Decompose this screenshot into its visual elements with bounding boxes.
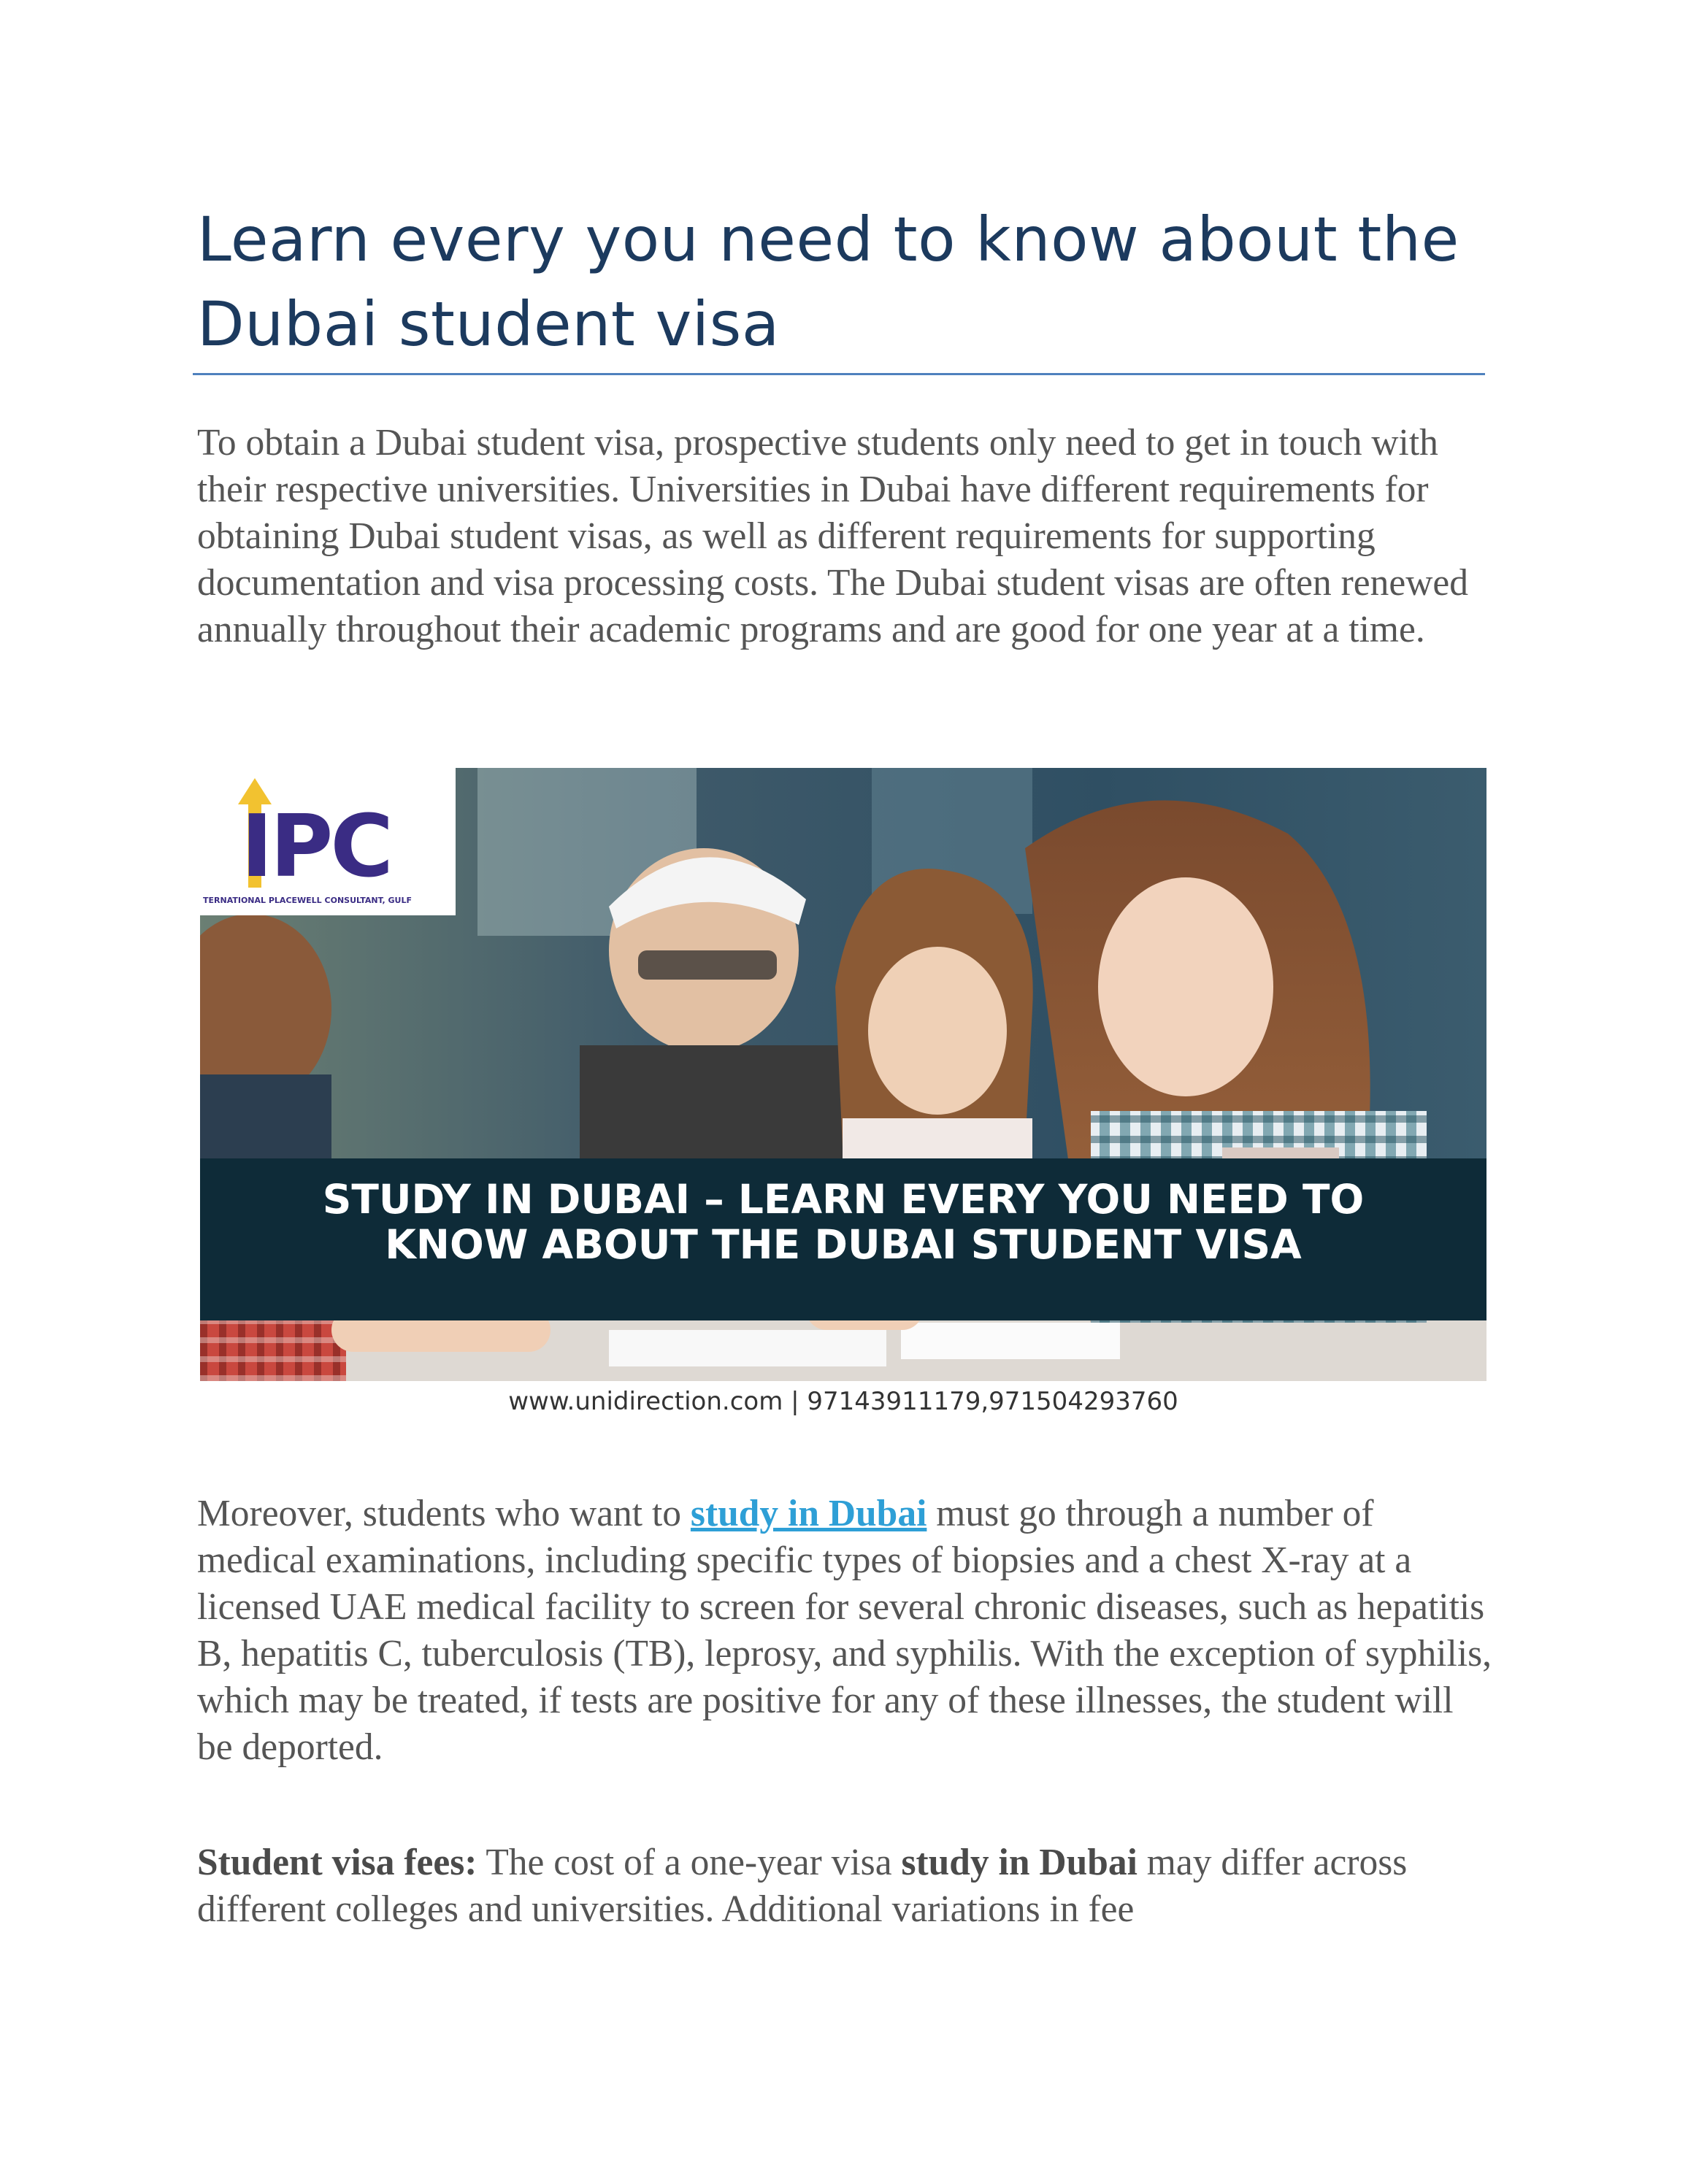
logo-letters: IPC <box>241 796 391 896</box>
fees-label: Student visa fees: <box>197 1842 477 1883</box>
medical-text-start: Moreover, students who want to <box>197 1493 691 1534</box>
fees-text-2: may differ across different colleges and universities. Additional variations in fee <box>197 1842 1408 1930</box>
title-divider <box>193 373 1485 375</box>
banner-contact-footer: www.unidirection.com | 97143911179,971504293760 <box>508 1387 1178 1416</box>
study-in-dubai-link[interactable]: study in Dubai <box>690 1493 927 1534</box>
fees-bold-phrase: study in Dubai <box>901 1842 1138 1883</box>
fees-paragraph <box>197 1839 1497 1933</box>
banner-caption-line-2: KNOW ABOUT THE DUBAI STUDENT VISA <box>385 1221 1302 1268</box>
logo-tagline: TERNATIONAL PLACEWELL CONSULTANT, GULF <box>203 896 412 905</box>
medical-paragraph <box>197 1491 1497 1771</box>
banner-image <box>200 768 1486 1426</box>
intro-paragraph: To obtain a Dubai student visa, prospective students only need to get in touch with their respective universities. Universities in Dubai have different requirements for obtaining Dubai student visas, as well as different requirements for supporting documentation and visa processing costs. The Dubai student visas are often renewed annually throughout their academic programs and are good for one year at a time. <box>197 422 1468 650</box>
banner-caption-line-1: STUDY IN DUBAI – LEARN EVERY YOU NEED TO <box>322 1176 1365 1223</box>
ipc-logo <box>200 768 456 915</box>
medical-text-rest: must go through a number of medical examinations, including specific types of biopsies and a chest X-ray at a licensed UAE medical facility to screen for several chronic diseases, such as hepatitis B, hepatitis C, tuberculosis (TB), leprosy, and syphilis. With the exception of syphilis, which may be treated, if tests are positive for any of these illnesses, the student will be deported. <box>197 1493 1492 1768</box>
fees-text-1: The cost of a one-year visa <box>477 1842 902 1883</box>
page-title: Learn every you need to know about the Dubai student visa <box>197 204 1459 360</box>
